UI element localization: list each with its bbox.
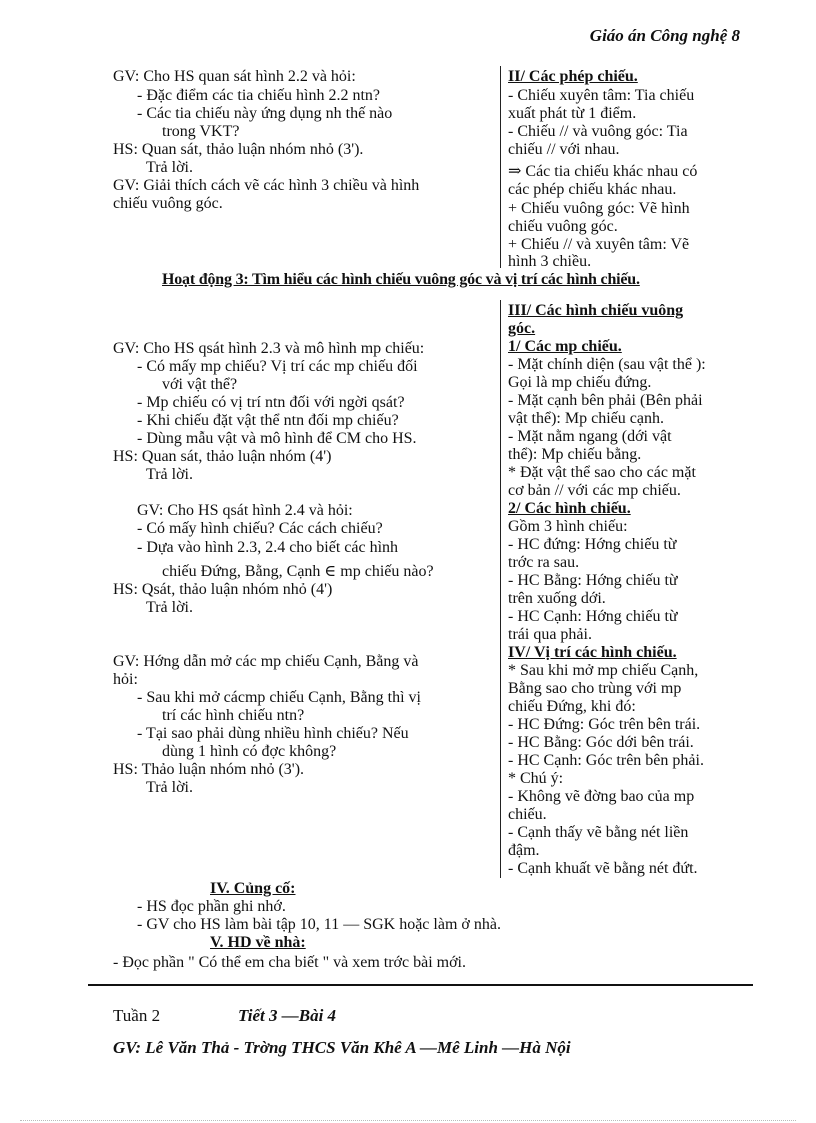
left-b3-line-5: Trả lời. (146, 599, 193, 616)
right-r2-line-28: chiếu. (508, 806, 547, 823)
footer-teacher: GV: Lê Văn Thả - Trờng THCS Văn Khê A —Mê Linh —Hà Nội (113, 1038, 571, 1057)
right-r2-line-2: 1/ Các mp chiếu. (508, 338, 622, 355)
right-r2-line-24: - HC Bằng: Góc dới bên trái. (508, 734, 694, 751)
left-b2-line-5: - Dùng mẫu vật và mô hình để CM cho HS. (137, 430, 417, 447)
activity-3-heading: Hoạt động 3: Tìm hiểu các hình chiếu vuông góc và vị trí các hình chiếu. (162, 271, 640, 288)
left-b3-line-3: chiếu Đứng, Bằng, Cạnh ∈ mp chiếu nào? (162, 563, 434, 580)
right-r1-line-6: các phép chiếu khác nhau. (508, 181, 677, 198)
cungco-item-2: - GV cho HS làm bài tập 10, 11 — SGK hoặc làm ở nhà. (137, 916, 501, 933)
right-r1-line-9: + Chiếu // và xuyên tâm: Vẽ (508, 236, 690, 253)
right-r1-line-0: II/ Các phép chiếu. (508, 68, 638, 85)
right-r2-line-12: Gồm 3 hình chiếu: (508, 518, 628, 535)
right-r2-line-9: * Đặt vật thể sao cho các mặt (508, 464, 696, 481)
right-r1-line-4: chiếu // với nhau. (508, 141, 620, 158)
right-r1-line-3: - Chiếu // và vuông góc: Tia (508, 123, 688, 140)
left-b4-line-5: dùng 1 hình có đợc không? (162, 743, 337, 760)
column-divider-top (500, 66, 501, 268)
left-b1-line-0: GV: Cho HS quan sát hình 2.2 và hỏi: (113, 68, 356, 85)
right-r2-line-14: trớc ra sau. (508, 554, 580, 571)
hd-item-1: - Đọc phần " Có thể em cha biết " và xem trớc bài mới. (113, 954, 466, 971)
right-r2-line-1: góc. (508, 320, 536, 337)
right-r2-line-5: - Mặt cạnh bên phải (Bên phải (508, 392, 703, 409)
left-b2-line-6: HS: Quan sát, thảo luận nhóm (4') (113, 448, 332, 465)
left-b4-line-3: trí các hình chiếu ntn? (162, 707, 305, 724)
page-bottom-edge (20, 1120, 796, 1121)
right-r2-line-18: trái qua phải. (508, 626, 592, 643)
column-divider-bottom (500, 300, 501, 878)
right-r1-line-1: - Chiếu xuyên tâm: Tia chiếu (508, 87, 695, 104)
right-r2-line-22: chiếu Đứng, khi đó: (508, 698, 636, 715)
left-b4-line-4: - Tại sao phải dùng nhiều hình chiếu? Nếu (137, 725, 409, 742)
right-r2-line-6: vật thể): Mp chiếu cạnh. (508, 410, 664, 427)
left-b3-line-0: GV: Cho HS qsát hình 2.4 và hỏi: (137, 502, 353, 519)
left-b1-line-3: trong VKT? (162, 123, 240, 140)
left-b4-line-0: GV: Hớng dẫn mở các mp chiếu Cạnh, Bằng và (113, 653, 419, 670)
right-r1-line-10: hình 3 chiều. (508, 253, 592, 270)
left-b2-line-2: với vật thể? (162, 376, 238, 393)
left-b2-line-4: - Khi chiếu đặt vật thể ntn đối mp chiếu? (137, 412, 399, 429)
right-r2-line-20: * Sau khi mở mp chiếu Cạnh, (508, 662, 699, 679)
left-b4-line-1: hỏi: (113, 671, 138, 688)
left-b3-line-2: - Dựa vào hình 2.3, 2.4 cho biết các hình (137, 539, 399, 556)
right-r2-line-29: - Cạnh thấy vẽ bằng nét liền (508, 824, 689, 841)
left-b1-line-2: - Các tia chiếu này ứng dụng nh thế nào (137, 105, 393, 122)
right-r2-line-31: - Cạnh khuất vẽ bằng nét đứt. (508, 860, 698, 877)
right-r2-line-17: - HC Cạnh: Hớng chiếu từ (508, 608, 678, 625)
left-b4-line-2: - Sau khi mở cácmp chiếu Cạnh, Bằng thì vị (137, 689, 421, 706)
left-b1-line-4: HS: Quan sát, thảo luận nhóm nhỏ (3'). (113, 141, 364, 158)
left-b4-line-7: Trả lời. (146, 779, 193, 796)
left-b1-line-7: chiếu vuông góc. (113, 195, 223, 212)
right-r1-line-7: + Chiếu vuông góc: Vẽ hình (508, 200, 690, 217)
right-r2-line-27: - Không vẽ đờng bao của mp (508, 788, 695, 805)
left-b1-line-5: Trả lời. (146, 159, 193, 176)
right-r2-line-21: Bằng sao cho trùng với mp (508, 680, 682, 697)
left-b2-line-3: - Mp chiếu có vị trí ntn đối với ngời qsát? (137, 394, 405, 411)
right-r2-line-10: cơ bản // với các mp chiếu. (508, 482, 681, 499)
right-r2-line-19: IV/ Vị trí các hình chiếu. (508, 644, 677, 661)
right-r2-line-7: - Mặt nằm ngang (dới vật (508, 428, 672, 445)
right-r1-line-5: ⇒ Các tia chiếu khác nhau có (508, 163, 698, 180)
left-b1-line-1: - Đặc điểm các tia chiếu hình 2.2 ntn? (137, 87, 381, 104)
right-r2-line-25: - HC Cạnh: Góc trên bên phải. (508, 752, 704, 769)
right-r1-line-8: chiếu vuông góc. (508, 218, 618, 235)
right-r2-line-26: * Chú ý: (508, 770, 564, 787)
page-header-title: Giáo án Công nghệ 8 (589, 26, 740, 45)
left-b2-line-7: Trả lời. (146, 466, 193, 483)
right-r2-line-15: - HC Bằng: Hớng chiếu từ (508, 572, 678, 589)
right-r2-line-23: - HC Đứng: Góc trên bên trái. (508, 716, 701, 733)
right-r2-line-30: đậm. (508, 842, 540, 859)
right-r2-line-16: trên xuống dới. (508, 590, 606, 607)
right-r2-line-8: thể): Mp chiếu bằng. (508, 446, 642, 463)
right-r2-line-0: III/ Các hình chiếu vuông (508, 302, 684, 319)
right-r1-line-2: xuất phát từ 1 điểm. (508, 105, 637, 122)
left-b1-line-6: GV: Giải thích cách vẽ các hình 3 chiều và hình (113, 177, 420, 194)
footer-week: Tuần 2 (113, 1006, 161, 1025)
left-b3-line-4: HS: Qsát, thảo luận nhóm nhỏ (4') (113, 581, 333, 598)
footer-lesson: Tiết 3 —Bài 4 (238, 1006, 337, 1025)
right-r2-line-4: Gọi là mp chiếu đứng. (508, 374, 652, 391)
section-divider (88, 984, 753, 986)
hd-heading: V. HD về nhà: (210, 934, 306, 951)
cungco-item-1: - HS đọc phần ghi nhớ. (137, 898, 286, 915)
right-r2-line-13: - HC đứng: Hớng chiếu từ (508, 536, 677, 553)
right-r2-line-11: 2/ Các hình chiếu. (508, 500, 631, 517)
left-b4-line-6: HS: Thảo luận nhóm nhỏ (3'). (113, 761, 305, 778)
left-b2-line-0: GV: Cho HS qsát hình 2.3 và mô hình mp chiếu: (113, 340, 425, 357)
left-b2-line-1: - Có mấy mp chiếu? Vị trí các mp chiếu đối (137, 358, 418, 375)
cungco-heading: IV. Củng cố: (210, 880, 296, 897)
right-r2-line-3: - Mặt chính diện (sau vật thể ): (508, 356, 706, 373)
left-b3-line-1: - Có mấy hình chiếu? Các cách chiếu? (137, 520, 383, 537)
